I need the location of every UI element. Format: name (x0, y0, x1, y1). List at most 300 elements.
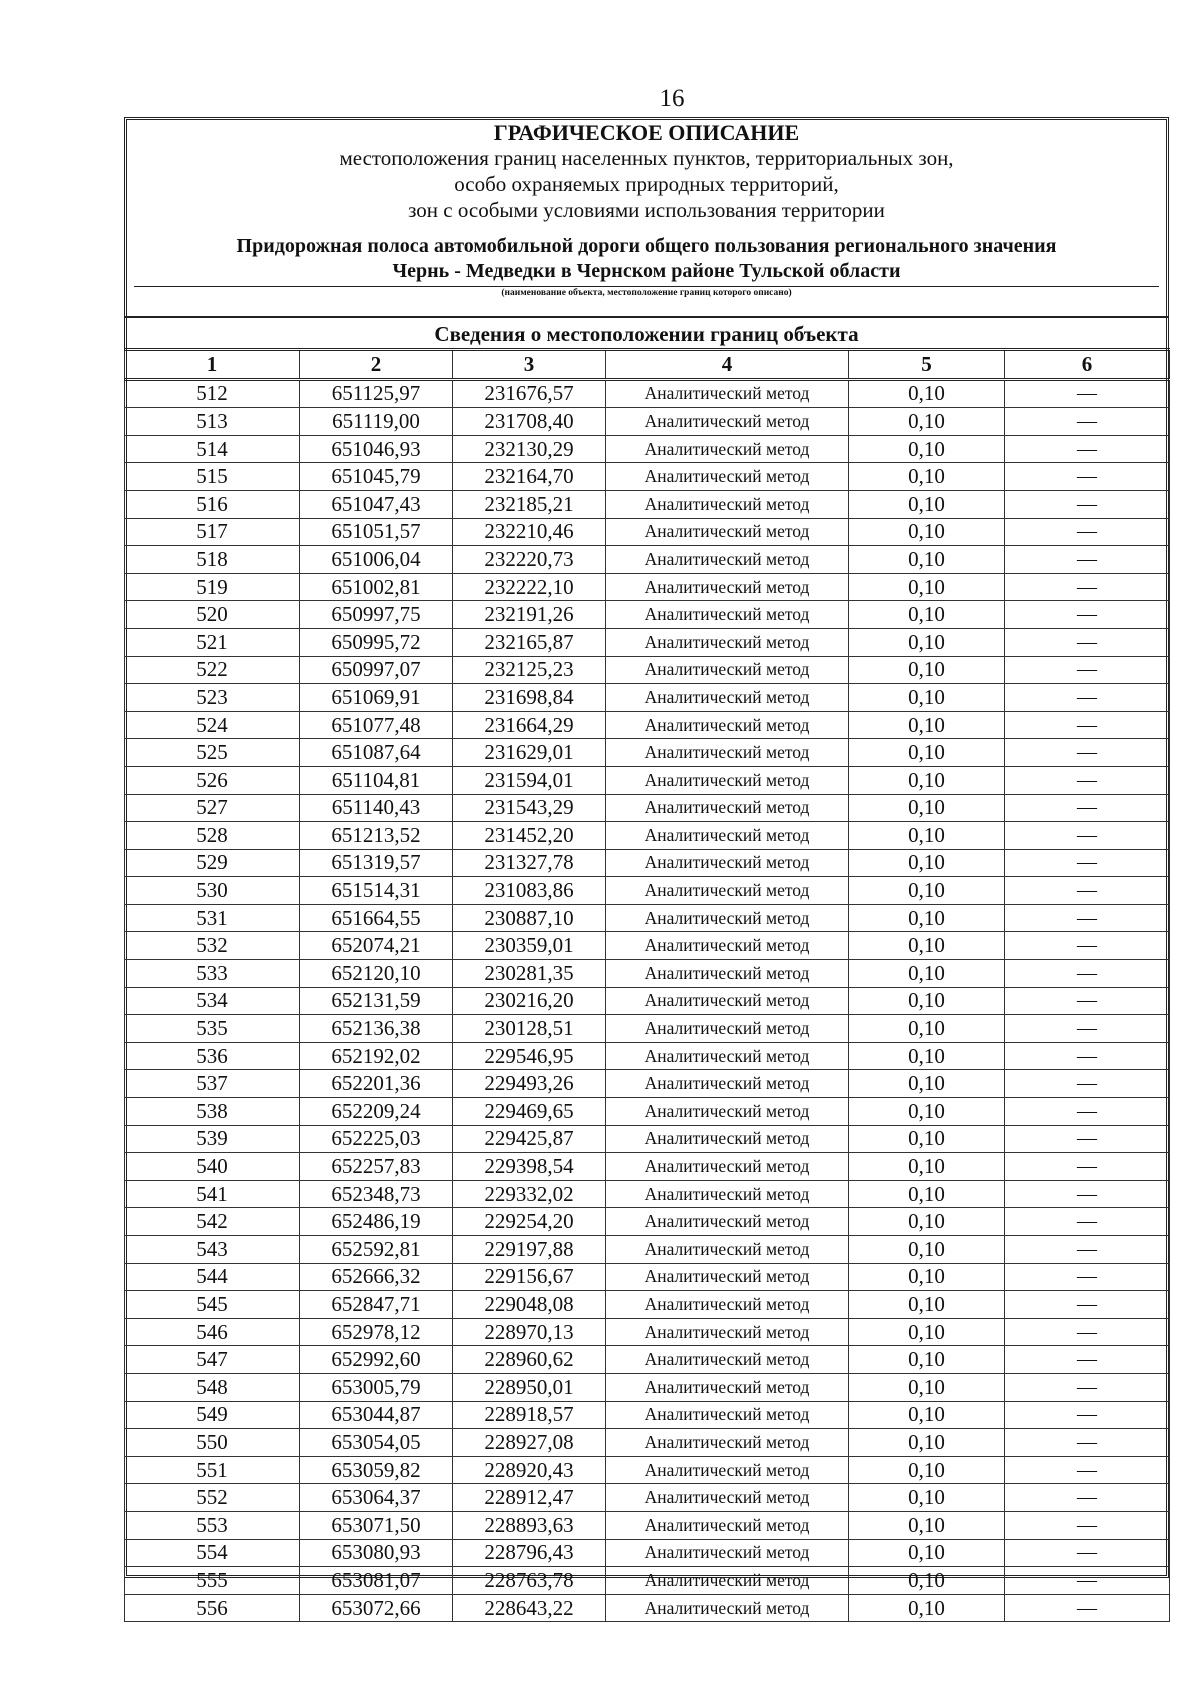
method-cell: Аналитический метод (606, 1346, 849, 1374)
y-coordinate-cell: 229469,65 (453, 1098, 606, 1126)
accuracy-cell: 0,10 (849, 1539, 1005, 1567)
description-cell: — (1005, 1318, 1170, 1346)
accuracy-cell: 0,10 (849, 1070, 1005, 1098)
point-number-cell: 534 (125, 987, 300, 1015)
description-cell: — (1005, 1511, 1170, 1539)
x-coordinate-cell: 651213,52 (300, 822, 453, 850)
point-number-cell: 516 (125, 490, 300, 518)
x-coordinate-cell: 651514,31 (300, 877, 453, 905)
table-row (125, 1153, 1170, 1181)
accuracy-cell: 0,10 (849, 1373, 1005, 1401)
table-body (125, 379, 1170, 1622)
method-cell: Аналитический метод (606, 1484, 849, 1512)
description-cell: — (1005, 463, 1170, 491)
point-number-cell: 524 (125, 711, 300, 739)
column-header: 1 (125, 350, 300, 380)
point-number-cell: 538 (125, 1098, 300, 1126)
description-cell: — (1005, 1208, 1170, 1236)
description-cell: — (1005, 1373, 1170, 1401)
x-coordinate-cell: 651125,97 (300, 379, 453, 408)
method-cell: Аналитический метод (606, 463, 849, 491)
y-coordinate-cell: 228643,22 (453, 1594, 606, 1622)
y-coordinate-cell: 230281,35 (453, 960, 606, 988)
table-row (125, 1291, 1170, 1319)
accuracy-cell: 0,10 (849, 1429, 1005, 1457)
accuracy-cell: 0,10 (849, 904, 1005, 932)
x-coordinate-cell: 650997,07 (300, 656, 453, 684)
method-cell: Аналитический метод (606, 1153, 849, 1181)
y-coordinate-cell: 229546,95 (453, 1042, 606, 1070)
y-coordinate-cell: 231629,01 (453, 739, 606, 767)
table-row (125, 1098, 1170, 1126)
description-cell: — (1005, 573, 1170, 601)
x-coordinate-cell: 651140,43 (300, 794, 453, 822)
point-number-cell: 531 (125, 904, 300, 932)
x-coordinate-cell: 652348,73 (300, 1180, 453, 1208)
y-coordinate-cell: 232165,87 (453, 628, 606, 656)
y-coordinate-cell: 231594,01 (453, 766, 606, 794)
x-coordinate-cell: 652847,71 (300, 1291, 453, 1319)
accuracy-cell: 0,10 (849, 1291, 1005, 1319)
point-number-cell: 536 (125, 1042, 300, 1070)
description-cell: — (1005, 711, 1170, 739)
subtitle-line: зон с особыми условиями использования территории (408, 198, 885, 222)
x-coordinate-cell: 652592,81 (300, 1236, 453, 1264)
table-row (125, 1346, 1170, 1374)
x-coordinate-cell: 653080,93 (300, 1539, 453, 1567)
point-number-cell: 547 (125, 1346, 300, 1374)
y-coordinate-cell: 231327,78 (453, 849, 606, 877)
method-cell: Аналитический метод (606, 490, 849, 518)
method-cell: Аналитический метод (606, 573, 849, 601)
x-coordinate-cell: 652192,02 (300, 1042, 453, 1070)
object-name-line: Придорожная полоса автомобильной дороги общего пользования регионального значения (236, 235, 1057, 257)
y-coordinate-cell: 231452,20 (453, 822, 606, 850)
point-number-cell: 555 (125, 1567, 300, 1595)
method-cell: Аналитический метод (606, 1263, 849, 1291)
point-number-cell: 551 (125, 1456, 300, 1484)
y-coordinate-cell: 229425,87 (453, 1125, 606, 1153)
x-coordinate-cell: 652992,60 (300, 1346, 453, 1374)
table-row (125, 601, 1170, 629)
accuracy-cell: 0,10 (849, 877, 1005, 905)
accuracy-cell: 0,10 (849, 573, 1005, 601)
accuracy-cell: 0,10 (849, 518, 1005, 546)
method-cell: Аналитический метод (606, 877, 849, 905)
table-row (125, 739, 1170, 767)
point-number-cell: 525 (125, 739, 300, 767)
y-coordinate-cell: 229048,08 (453, 1291, 606, 1319)
description-cell: — (1005, 1070, 1170, 1098)
description-cell: — (1005, 656, 1170, 684)
description-cell: — (1005, 684, 1170, 712)
x-coordinate-cell: 651077,48 (300, 711, 453, 739)
x-coordinate-cell: 650995,72 (300, 628, 453, 656)
description-cell: — (1005, 1098, 1170, 1126)
x-coordinate-cell: 651664,55 (300, 904, 453, 932)
table-row (125, 518, 1170, 546)
y-coordinate-cell: 231698,84 (453, 684, 606, 712)
y-coordinate-cell: 232185,21 (453, 490, 606, 518)
y-coordinate-cell: 228912,47 (453, 1484, 606, 1512)
table-row (125, 1263, 1170, 1291)
point-number-cell: 554 (125, 1539, 300, 1567)
y-coordinate-cell: 230128,51 (453, 1015, 606, 1043)
point-number-cell: 550 (125, 1429, 300, 1457)
point-number-cell: 533 (125, 960, 300, 988)
point-number-cell: 518 (125, 546, 300, 574)
column-header: 2 (300, 350, 453, 380)
description-cell: — (1005, 628, 1170, 656)
method-cell: Аналитический метод (606, 960, 849, 988)
x-coordinate-cell: 653071,50 (300, 1511, 453, 1539)
description-cell: — (1005, 1594, 1170, 1622)
x-coordinate-cell: 653072,66 (300, 1594, 453, 1622)
description-cell: — (1005, 766, 1170, 794)
description-cell: — (1005, 1042, 1170, 1070)
point-number-cell: 543 (125, 1236, 300, 1264)
accuracy-cell: 0,10 (849, 1401, 1005, 1429)
table-header-row (125, 350, 1170, 380)
y-coordinate-cell: 228960,62 (453, 1346, 606, 1374)
accuracy-cell: 0,10 (849, 1318, 1005, 1346)
accuracy-cell: 0,10 (849, 766, 1005, 794)
table-row (125, 711, 1170, 739)
column-header: 4 (606, 350, 849, 380)
description-cell: — (1005, 987, 1170, 1015)
accuracy-cell: 0,10 (849, 1236, 1005, 1264)
description-cell: — (1005, 1263, 1170, 1291)
method-cell: Аналитический метод (606, 546, 849, 574)
point-number-cell: 548 (125, 1373, 300, 1401)
method-cell: Аналитический метод (606, 766, 849, 794)
x-coordinate-cell: 652666,32 (300, 1263, 453, 1291)
y-coordinate-cell: 231543,29 (453, 794, 606, 822)
accuracy-cell: 0,10 (849, 656, 1005, 684)
description-cell: — (1005, 932, 1170, 960)
y-coordinate-cell: 232125,23 (453, 656, 606, 684)
table-row (125, 656, 1170, 684)
method-cell: Аналитический метод (606, 1539, 849, 1567)
method-cell: Аналитический метод (606, 904, 849, 932)
accuracy-cell: 0,10 (849, 1346, 1005, 1374)
method-cell: Аналитический метод (606, 1180, 849, 1208)
table-row (125, 628, 1170, 656)
accuracy-cell: 0,10 (849, 463, 1005, 491)
method-cell: Аналитический метод (606, 1125, 849, 1153)
accuracy-cell: 0,10 (849, 408, 1005, 436)
accuracy-cell: 0,10 (849, 1567, 1005, 1595)
description-cell: — (1005, 1401, 1170, 1429)
x-coordinate-cell: 651047,43 (300, 490, 453, 518)
accuracy-cell: 0,10 (849, 379, 1005, 408)
method-cell: Аналитический метод (606, 1567, 849, 1595)
x-coordinate-cell: 652486,19 (300, 1208, 453, 1236)
method-cell: Аналитический метод (606, 849, 849, 877)
y-coordinate-cell: 228927,08 (453, 1429, 606, 1457)
description-cell: — (1005, 601, 1170, 629)
method-cell: Аналитический метод (606, 1098, 849, 1126)
accuracy-cell: 0,10 (849, 794, 1005, 822)
table-row (125, 877, 1170, 905)
point-number-cell: 529 (125, 849, 300, 877)
x-coordinate-cell: 652131,59 (300, 987, 453, 1015)
description-cell: — (1005, 1153, 1170, 1181)
x-coordinate-cell: 653081,07 (300, 1567, 453, 1595)
x-coordinate-cell: 652074,21 (300, 932, 453, 960)
table-row (125, 684, 1170, 712)
point-number-cell: 541 (125, 1180, 300, 1208)
document-header (124, 117, 1169, 300)
y-coordinate-cell: 229332,02 (453, 1180, 606, 1208)
table-row (125, 1511, 1170, 1539)
point-number-cell: 544 (125, 1263, 300, 1291)
x-coordinate-cell: 652257,83 (300, 1153, 453, 1181)
table-row (125, 463, 1170, 491)
accuracy-cell: 0,10 (849, 1180, 1005, 1208)
x-coordinate-cell: 653054,05 (300, 1429, 453, 1457)
point-number-cell: 539 (125, 1125, 300, 1153)
y-coordinate-cell: 232222,10 (453, 573, 606, 601)
point-number-cell: 553 (125, 1511, 300, 1539)
point-number-cell: 512 (125, 379, 300, 408)
y-coordinate-cell: 232130,29 (453, 435, 606, 463)
y-coordinate-cell: 228796,43 (453, 1539, 606, 1567)
table-row (125, 904, 1170, 932)
page-number: 16 (659, 85, 685, 112)
description-cell: — (1005, 1180, 1170, 1208)
method-cell: Аналитический метод (606, 435, 849, 463)
table-row (125, 794, 1170, 822)
method-cell: Аналитический метод (606, 739, 849, 767)
x-coordinate-cell: 652136,38 (300, 1015, 453, 1043)
table-row (125, 1567, 1170, 1595)
method-cell: Аналитический метод (606, 1015, 849, 1043)
point-number-cell: 521 (125, 628, 300, 656)
accuracy-cell: 0,10 (849, 960, 1005, 988)
point-number-cell: 552 (125, 1484, 300, 1512)
point-number-cell: 549 (125, 1401, 300, 1429)
method-cell: Аналитический метод (606, 1456, 849, 1484)
method-cell: Аналитический метод (606, 518, 849, 546)
accuracy-cell: 0,10 (849, 711, 1005, 739)
method-cell: Аналитический метод (606, 794, 849, 822)
y-coordinate-cell: 228763,78 (453, 1567, 606, 1595)
point-number-cell: 519 (125, 573, 300, 601)
x-coordinate-cell: 653005,79 (300, 1373, 453, 1401)
accuracy-cell: 0,10 (849, 1015, 1005, 1043)
x-coordinate-cell: 651104,81 (300, 766, 453, 794)
description-cell: — (1005, 1456, 1170, 1484)
description-cell: — (1005, 822, 1170, 850)
object-name (124, 234, 1169, 284)
table-row (125, 1594, 1170, 1622)
table-row (125, 546, 1170, 574)
description-cell: — (1005, 408, 1170, 436)
x-coordinate-cell: 651006,04 (300, 546, 453, 574)
method-cell: Аналитический метод (606, 1511, 849, 1539)
method-cell: Аналитический метод (606, 656, 849, 684)
accuracy-cell: 0,10 (849, 1098, 1005, 1126)
point-number-cell: 526 (125, 766, 300, 794)
table-row (125, 932, 1170, 960)
description-cell: — (1005, 379, 1170, 408)
method-cell: Аналитический метод (606, 1594, 849, 1622)
description-cell: — (1005, 1484, 1170, 1512)
x-coordinate-cell: 652978,12 (300, 1318, 453, 1346)
method-cell: Аналитический метод (606, 932, 849, 960)
y-coordinate-cell: 230359,01 (453, 932, 606, 960)
y-coordinate-cell: 228950,01 (453, 1373, 606, 1401)
method-cell: Аналитический метод (606, 822, 849, 850)
y-coordinate-cell: 229156,67 (453, 1263, 606, 1291)
coordinates-table (124, 348, 1170, 1622)
table-row (125, 960, 1170, 988)
table-row (125, 822, 1170, 850)
x-coordinate-cell: 651069,91 (300, 684, 453, 712)
accuracy-cell: 0,10 (849, 601, 1005, 629)
column-header: 3 (453, 350, 606, 380)
section-title: Сведения о местоположении границ объекта (434, 322, 859, 346)
description-cell: — (1005, 435, 1170, 463)
method-cell: Аналитический метод (606, 379, 849, 408)
table-row (125, 408, 1170, 436)
x-coordinate-cell: 650997,75 (300, 601, 453, 629)
x-coordinate-cell: 651051,57 (300, 518, 453, 546)
y-coordinate-cell: 228970,13 (453, 1318, 606, 1346)
y-coordinate-cell: 229398,54 (453, 1153, 606, 1181)
x-coordinate-cell: 653044,87 (300, 1401, 453, 1429)
object-name-line: Чернь - Медведки в Чернском районе Тульской области (392, 260, 901, 282)
table-row (125, 1125, 1170, 1153)
point-number-cell: 517 (125, 518, 300, 546)
y-coordinate-cell: 232164,70 (453, 463, 606, 491)
y-coordinate-cell: 231708,40 (453, 408, 606, 436)
description-cell: — (1005, 1539, 1170, 1567)
y-coordinate-cell: 230887,10 (453, 904, 606, 932)
section-divider (124, 316, 1169, 318)
table-row (125, 1318, 1170, 1346)
accuracy-cell: 0,10 (849, 1594, 1005, 1622)
method-cell: Аналитический метод (606, 1429, 849, 1457)
table-row (125, 849, 1170, 877)
accuracy-cell: 0,10 (849, 684, 1005, 712)
description-cell: — (1005, 739, 1170, 767)
table-row (125, 1401, 1170, 1429)
description-cell: — (1005, 877, 1170, 905)
x-coordinate-cell: 652225,03 (300, 1125, 453, 1153)
description-cell: — (1005, 1346, 1170, 1374)
y-coordinate-cell: 232220,73 (453, 546, 606, 574)
accuracy-cell: 0,10 (849, 1263, 1005, 1291)
y-coordinate-cell: 228918,57 (453, 1401, 606, 1429)
column-header: 6 (1005, 350, 1170, 380)
point-number-cell: 515 (125, 463, 300, 491)
x-coordinate-cell: 653064,37 (300, 1484, 453, 1512)
x-coordinate-cell: 651119,00 (300, 408, 453, 436)
point-number-cell: 542 (125, 1208, 300, 1236)
method-cell: Аналитический метод (606, 1401, 849, 1429)
y-coordinate-cell: 228920,43 (453, 1456, 606, 1484)
y-coordinate-cell: 231083,86 (453, 877, 606, 905)
x-coordinate-cell: 651045,79 (300, 463, 453, 491)
y-coordinate-cell: 231664,29 (453, 711, 606, 739)
x-coordinate-cell: 652120,10 (300, 960, 453, 988)
accuracy-cell: 0,10 (849, 987, 1005, 1015)
object-caption: (наименование объекта, местоположение границ которого описано) (501, 288, 792, 298)
subtitle-line: особо охраняемых природных территорий, (454, 172, 839, 196)
accuracy-cell: 0,10 (849, 546, 1005, 574)
accuracy-cell: 0,10 (849, 628, 1005, 656)
y-coordinate-cell: 231676,57 (453, 379, 606, 408)
table-row (125, 1042, 1170, 1070)
method-cell: Аналитический метод (606, 628, 849, 656)
accuracy-cell: 0,10 (849, 435, 1005, 463)
description-cell: — (1005, 1291, 1170, 1319)
method-cell: Аналитический метод (606, 601, 849, 629)
table-row (125, 766, 1170, 794)
point-number-cell: 546 (125, 1318, 300, 1346)
method-cell: Аналитический метод (606, 1291, 849, 1319)
description-cell: — (1005, 1015, 1170, 1043)
accuracy-cell: 0,10 (849, 1153, 1005, 1181)
point-number-cell: 540 (125, 1153, 300, 1181)
description-cell: — (1005, 904, 1170, 932)
point-number-cell: 545 (125, 1291, 300, 1319)
description-cell: — (1005, 1125, 1170, 1153)
accuracy-cell: 0,10 (849, 1208, 1005, 1236)
accuracy-cell: 0,10 (849, 849, 1005, 877)
description-cell: — (1005, 1236, 1170, 1264)
method-cell: Аналитический метод (606, 1208, 849, 1236)
accuracy-cell: 0,10 (849, 1511, 1005, 1539)
y-coordinate-cell: 232210,46 (453, 518, 606, 546)
x-coordinate-cell: 651046,93 (300, 435, 453, 463)
x-coordinate-cell: 651319,57 (300, 849, 453, 877)
method-cell: Аналитический метод (606, 1318, 849, 1346)
method-cell: Аналитический метод (606, 711, 849, 739)
table-row (125, 1539, 1170, 1567)
method-cell: Аналитический метод (606, 1042, 849, 1070)
y-coordinate-cell: 229197,88 (453, 1236, 606, 1264)
point-number-cell: 535 (125, 1015, 300, 1043)
table-row (125, 379, 1170, 408)
method-cell: Аналитический метод (606, 987, 849, 1015)
accuracy-cell: 0,10 (849, 1042, 1005, 1070)
description-cell: — (1005, 1429, 1170, 1457)
accuracy-cell: 0,10 (849, 1456, 1005, 1484)
table-row (125, 1484, 1170, 1512)
point-number-cell: 514 (125, 435, 300, 463)
point-number-cell: 522 (125, 656, 300, 684)
document-title: ГРАФИЧЕСКОЕ ОПИСАНИЕ (493, 120, 800, 145)
x-coordinate-cell: 651087,64 (300, 739, 453, 767)
accuracy-cell: 0,10 (849, 1484, 1005, 1512)
accuracy-cell: 0,10 (849, 490, 1005, 518)
table-row (125, 573, 1170, 601)
y-coordinate-cell: 228893,63 (453, 1511, 606, 1539)
table-row (125, 1208, 1170, 1236)
point-number-cell: 528 (125, 822, 300, 850)
description-cell: — (1005, 546, 1170, 574)
subtitle-line: местоположения границ населенных пунктов, территориальных зон, (339, 146, 954, 170)
point-number-cell: 527 (125, 794, 300, 822)
table-row (125, 1373, 1170, 1401)
table-row (125, 435, 1170, 463)
y-coordinate-cell: 229254,20 (453, 1208, 606, 1236)
y-coordinate-cell: 230216,20 (453, 987, 606, 1015)
point-number-cell: 530 (125, 877, 300, 905)
